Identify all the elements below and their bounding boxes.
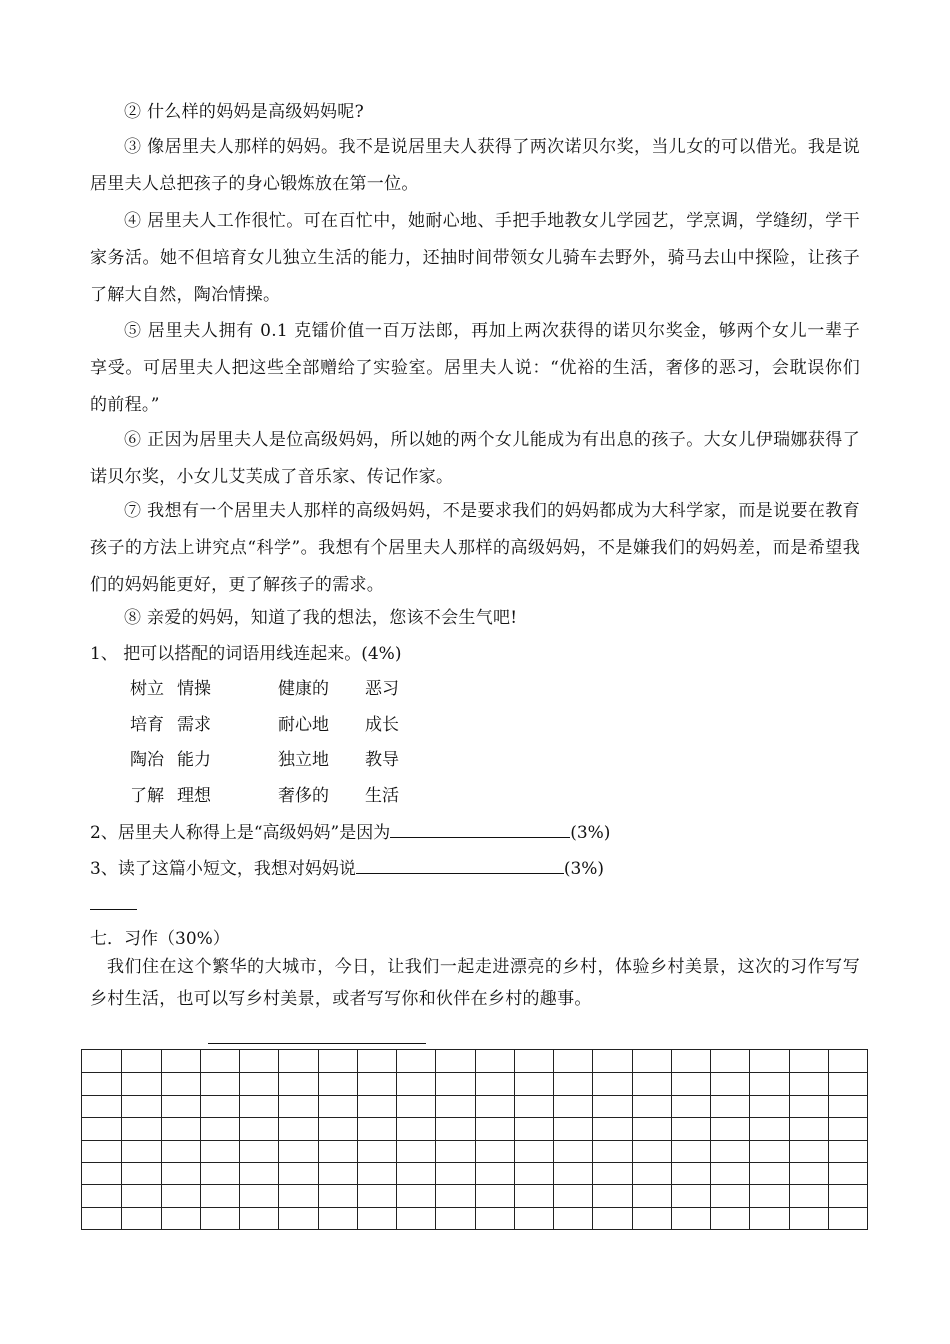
grid-row-line bbox=[82, 1184, 867, 1185]
paragraph-3: ③ 像居里夫人那样的妈妈。我不是说居里夫人获得了两次诺贝尔奖，当儿女的可以借光。我是说居里夫人总把孩子的身心锻炼放在第一位。 bbox=[90, 137, 860, 194]
paragraph-4: ④ 居里夫人工作很忙。可在百忙中，她耐心地、手把手地教女儿学园艺，学烹调，学缝纫，学干家务活。她不但培育女儿独立生活的能力，还抽时间带领女儿骑车去野外，骑马去山中探险，让孩子了解大自然，陶冶情操。 bbox=[90, 211, 860, 305]
paragraph-6: ⑥ 正因为居里夫人是位高级妈妈，所以她的两个女儿能成为有出息的孩子。大女儿伊瑞娜获得了诺贝尔奖，小女儿艾芙成了音乐家、传记作家。 bbox=[90, 430, 860, 487]
question-1-label: 1、 把可以搭配的词语用线连起来。(4%) bbox=[90, 644, 402, 664]
answer-blank[interactable] bbox=[390, 817, 570, 838]
paragraph-5: ⑤ 居里夫人拥有 0.1 克镭价值一百万法郎，再加上两次获得的诺贝尔奖金，够两个女儿一辈子享受。可居里夫人把这些全部赠给了实验室。居里夫人说：“优裕的生活，奢侈的恶习，会耽误你们的前程。” bbox=[90, 321, 860, 415]
grid-row-line bbox=[82, 1117, 867, 1118]
grid-row-line bbox=[82, 1140, 867, 1141]
question-2-score: (3%) bbox=[570, 823, 611, 843]
word-item[interactable]: 健康的 bbox=[278, 679, 329, 699]
answer-blank-continuation[interactable] bbox=[90, 909, 137, 910]
grid-row-line bbox=[82, 1072, 867, 1073]
grid-row-line bbox=[82, 1162, 867, 1163]
question-2-text: 2、居里夫人称得上是“高级妈妈”是因为 bbox=[90, 823, 391, 843]
section-7-title: 七．习作（30%） bbox=[90, 929, 230, 949]
word-item[interactable]: 独立地 bbox=[278, 750, 329, 770]
grid-row-line bbox=[82, 1207, 867, 1208]
word-item[interactable]: 情操 bbox=[177, 679, 211, 699]
word-item[interactable]: 耐心地 bbox=[278, 715, 329, 735]
word-item[interactable]: 培育 bbox=[130, 715, 164, 735]
word-item[interactable]: 教导 bbox=[365, 750, 399, 770]
word-item[interactable]: 理想 bbox=[177, 786, 211, 806]
word-item[interactable]: 树立 bbox=[130, 679, 164, 699]
question-3 bbox=[90, 853, 604, 884]
word-item[interactable]: 了解 bbox=[130, 786, 164, 806]
question-2 bbox=[90, 817, 610, 848]
word-item[interactable]: 需求 bbox=[177, 715, 211, 735]
question-3-text: 3、读了这篇小短文，我想对妈妈说 bbox=[90, 859, 356, 879]
question-3-score: (3%) bbox=[563, 859, 605, 879]
word-item[interactable]: 恶习 bbox=[365, 679, 399, 699]
word-item[interactable]: 陶冶 bbox=[130, 750, 164, 770]
word-item[interactable]: 能力 bbox=[177, 750, 211, 770]
grid-row-line bbox=[82, 1095, 867, 1096]
word-item[interactable]: 成长 bbox=[365, 715, 399, 735]
word-item[interactable]: 奢侈的 bbox=[278, 786, 329, 806]
essay-writing-grid[interactable] bbox=[81, 1049, 868, 1230]
paragraph-2: ② 什么样的妈妈是高级妈妈呢? bbox=[124, 102, 365, 122]
word-item[interactable]: 生活 bbox=[365, 786, 399, 806]
essay-title-line[interactable] bbox=[208, 1043, 426, 1044]
section-7-instruction: 我们住在这个繁华的大城市，今日，让我们一起走进漂亮的乡村，体验乡村美景，这次的习作写写乡村生活，也可以写乡村美景，或者写写你和伙伴在乡村的趣事。 bbox=[90, 957, 860, 1009]
answer-blank[interactable] bbox=[356, 853, 564, 874]
paragraph-7: ⑦ 我想有一个居里夫人那样的高级妈妈，不是要求我们的妈妈都成为大科学家，而是说要在教育孩子的方法上讲究点“科学”。我想有个居里夫人那样的高级妈妈，不是嫌我们的妈妈差，而是希望我们的妈妈能更好，更了解孩子的需求。 bbox=[90, 501, 860, 595]
paragraph-8: ⑧ 亲爱的妈妈，知道了我的想法，您该不会生气吧! bbox=[124, 608, 518, 628]
